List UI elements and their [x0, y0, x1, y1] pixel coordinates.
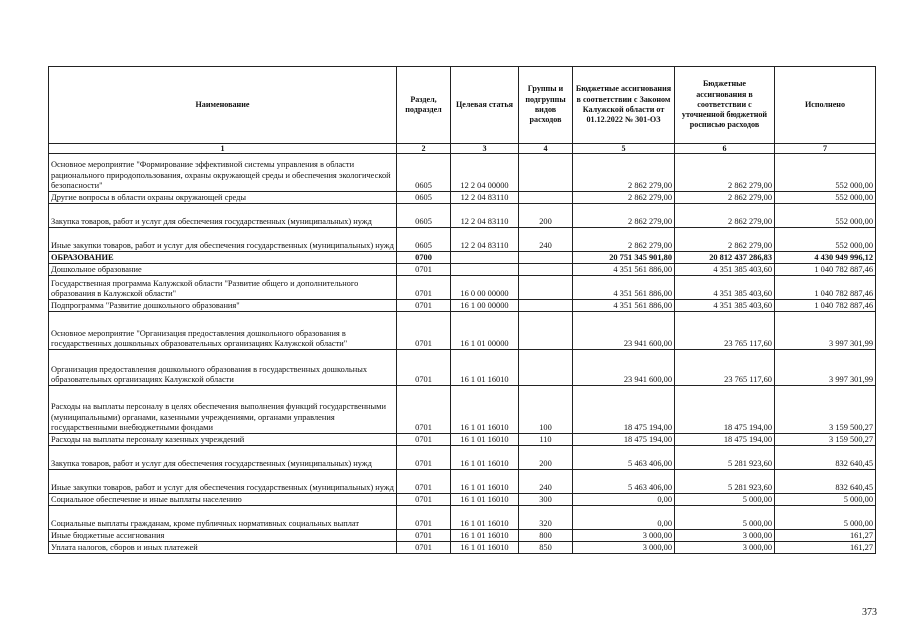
header-row	[49, 67, 876, 144]
cell-target-article: 16 1 01 00000	[451, 312, 519, 350]
cell-section: 0605	[397, 154, 451, 192]
cell-refined-allocation: 2 862 279,00	[675, 204, 775, 228]
cell-refined-allocation: 18 475 194,00	[675, 386, 775, 434]
cell-name: Уплата налогов, сборов и иных платежей	[49, 542, 397, 554]
cell-target-article: 12 2 04 83110	[451, 228, 519, 252]
cell-section: 0605	[397, 204, 451, 228]
table-row	[49, 446, 876, 470]
cell-target-article: 16 1 01 16010	[451, 446, 519, 470]
cell-law-allocation: 18 475 194,00	[573, 434, 675, 446]
cell-refined-allocation: 3 000,00	[675, 530, 775, 542]
cell-expense-group: 300	[519, 494, 573, 506]
cell-executed: 832 640,45	[775, 446, 876, 470]
cell-expense-group: 240	[519, 228, 573, 252]
cell-executed: 1 040 782 887,46	[775, 264, 876, 276]
table-row	[49, 204, 876, 228]
cell-target-article: 12 2 04 83110	[451, 192, 519, 204]
cell-executed: 1 040 782 887,46	[775, 276, 876, 300]
cell-law-allocation: 4 351 561 886,00	[573, 264, 675, 276]
cell-section: 0701	[397, 470, 451, 494]
cell-target-article: 16 1 01 16010	[451, 530, 519, 542]
cell-law-allocation: 18 475 194,00	[573, 386, 675, 434]
header-section: Раздел, подраздел	[397, 67, 451, 144]
cell-law-allocation: 20 751 345 901,80	[573, 252, 675, 264]
cell-executed: 5 000,00	[775, 506, 876, 530]
cell-executed: 552 000,00	[775, 154, 876, 192]
cell-expense-group	[519, 154, 573, 192]
cell-executed: 161,27	[775, 542, 876, 554]
cell-name: Иные закупки товаров, работ и услуг для обеспечения государственных (муниципальных) нужд	[49, 228, 397, 252]
cell-section: 0701	[397, 350, 451, 386]
table-row	[49, 494, 876, 506]
cell-expense-group	[519, 252, 573, 264]
cell-law-allocation: 4 351 561 886,00	[573, 276, 675, 300]
cell-law-allocation: 2 862 279,00	[573, 192, 675, 204]
cell-executed: 552 000,00	[775, 192, 876, 204]
cell-executed: 3 159 500,27	[775, 434, 876, 446]
cell-executed: 1 040 782 887,46	[775, 300, 876, 312]
cell-law-allocation: 3 000,00	[573, 530, 675, 542]
cell-name: Дошкольное образование	[49, 264, 397, 276]
header-number: 2	[397, 144, 451, 154]
cell-refined-allocation: 2 862 279,00	[675, 228, 775, 252]
table-row	[49, 386, 876, 434]
table-row	[49, 276, 876, 300]
table-row	[49, 252, 876, 264]
cell-expense-group: 240	[519, 470, 573, 494]
table-row	[49, 542, 876, 554]
cell-expense-group: 850	[519, 542, 573, 554]
table-row	[49, 264, 876, 276]
table-row	[49, 300, 876, 312]
cell-name: Иные бюджетные ассигнования	[49, 530, 397, 542]
table-row	[49, 434, 876, 446]
header-number-row	[49, 144, 876, 154]
header-executed: Исполнено	[775, 67, 876, 144]
cell-refined-allocation: 2 862 279,00	[675, 192, 775, 204]
header-number: 5	[573, 144, 675, 154]
cell-name: Закупка товаров, работ и услуг для обеспечения государственных (муниципальных) нужд	[49, 204, 397, 228]
table-row	[49, 470, 876, 494]
cell-section: 0701	[397, 446, 451, 470]
cell-expense-group	[519, 192, 573, 204]
cell-expense-group: 320	[519, 506, 573, 530]
header-expense-group: Группы и подгруппы видов расходов	[519, 67, 573, 144]
cell-name: Основное мероприятие "Формирование эффективной системы управления в области рационального природопользования, охраны окружающей среды и обеспечения экологической безопасности"	[49, 154, 397, 192]
cell-name: Расходы на выплаты персоналу казенных учреждений	[49, 434, 397, 446]
cell-expense-group: 110	[519, 434, 573, 446]
cell-target-article: 12 2 04 00000	[451, 154, 519, 192]
cell-expense-group: 100	[519, 386, 573, 434]
header-target-article: Целевая статья	[451, 67, 519, 144]
cell-refined-allocation: 5 000,00	[675, 494, 775, 506]
cell-section: 0701	[397, 494, 451, 506]
cell-section: 0701	[397, 530, 451, 542]
cell-executed: 4 430 949 996,12	[775, 252, 876, 264]
cell-refined-allocation: 23 765 117,60	[675, 350, 775, 386]
table-body	[49, 154, 876, 554]
cell-executed: 832 640,45	[775, 470, 876, 494]
header-number: 4	[519, 144, 573, 154]
cell-executed: 3 997 301,99	[775, 312, 876, 350]
cell-target-article: 16 0 00 00000	[451, 276, 519, 300]
cell-name: Социальные выплаты гражданам, кроме публичных нормативных социальных выплат	[49, 506, 397, 530]
cell-expense-group	[519, 276, 573, 300]
cell-name: Иные закупки товаров, работ и услуг для обеспечения государственных (муниципальных) нужд	[49, 470, 397, 494]
cell-expense-group: 800	[519, 530, 573, 542]
table-row	[49, 154, 876, 192]
cell-section: 0701	[397, 542, 451, 554]
cell-section: 0701	[397, 506, 451, 530]
cell-target-article: 16 1 01 16010	[451, 542, 519, 554]
cell-name: Закупка товаров, работ и услуг для обеспечения государственных (муниципальных) нужд	[49, 446, 397, 470]
cell-law-allocation: 23 941 600,00	[573, 312, 675, 350]
header-refined-allocations: Бюджетные ассигнования в соответствии с уточненной бюджетной росписью расходов	[675, 67, 775, 144]
cell-law-allocation: 5 463 406,00	[573, 470, 675, 494]
cell-refined-allocation: 3 000,00	[675, 542, 775, 554]
cell-expense-group	[519, 350, 573, 386]
cell-executed: 3 997 301,99	[775, 350, 876, 386]
cell-law-allocation: 2 862 279,00	[573, 228, 675, 252]
cell-executed: 3 159 500,27	[775, 386, 876, 434]
cell-expense-group: 200	[519, 446, 573, 470]
cell-section: 0701	[397, 300, 451, 312]
table-row	[49, 228, 876, 252]
cell-law-allocation: 2 862 279,00	[573, 154, 675, 192]
cell-target-article: 16 1 01 16010	[451, 434, 519, 446]
cell-law-allocation: 0,00	[573, 494, 675, 506]
cell-refined-allocation: 2 862 279,00	[675, 154, 775, 192]
cell-name: Подпрограмма "Развитие дошкольного образования"	[49, 300, 397, 312]
header-name: Наименование	[49, 67, 397, 144]
cell-section: 0605	[397, 192, 451, 204]
cell-section: 0701	[397, 386, 451, 434]
header-law-allocations: Бюджетные ассигнования в соответствии с Законом Калужской области от 01.12.2022 № 301-ОЗ	[573, 67, 675, 144]
cell-name: Основное мероприятие "Организация предоставления дошкольного образования в государственных дошкольных образовательных организациях Калужской области"	[49, 312, 397, 350]
cell-executed: 5 000,00	[775, 494, 876, 506]
cell-executed: 161,27	[775, 530, 876, 542]
cell-law-allocation: 2 862 279,00	[573, 204, 675, 228]
cell-target-article: 16 1 01 16010	[451, 506, 519, 530]
cell-name: Организация предоставления дошкольного образования в государственных дошкольных образовательных организациях Калужской области	[49, 350, 397, 386]
cell-law-allocation: 0,00	[573, 506, 675, 530]
cell-refined-allocation: 4 351 385 403,60	[675, 276, 775, 300]
cell-section: 0700	[397, 252, 451, 264]
cell-law-allocation: 3 000,00	[573, 542, 675, 554]
cell-refined-allocation: 4 351 385 403,60	[675, 300, 775, 312]
table-row	[49, 530, 876, 542]
page-number: 373	[862, 607, 877, 618]
cell-refined-allocation: 20 812 437 286,83	[675, 252, 775, 264]
cell-section: 0701	[397, 264, 451, 276]
cell-executed: 552 000,00	[775, 228, 876, 252]
cell-executed: 552 000,00	[775, 204, 876, 228]
cell-refined-allocation: 18 475 194,00	[675, 434, 775, 446]
cell-target-article: 12 2 04 83110	[451, 204, 519, 228]
cell-expense-group	[519, 264, 573, 276]
cell-refined-allocation: 4 351 385 403,60	[675, 264, 775, 276]
table-row	[49, 312, 876, 350]
cell-target-article	[451, 264, 519, 276]
cell-section: 0701	[397, 312, 451, 350]
cell-section: 0701	[397, 434, 451, 446]
cell-refined-allocation: 5 000,00	[675, 506, 775, 530]
table-row	[49, 350, 876, 386]
cell-target-article: 16 1 01 16010	[451, 470, 519, 494]
table-row	[49, 192, 876, 204]
table-row	[49, 506, 876, 530]
cell-target-article: 16 1 01 16010	[451, 386, 519, 434]
cell-section: 0605	[397, 228, 451, 252]
cell-refined-allocation: 5 281 923,60	[675, 446, 775, 470]
cell-law-allocation: 4 351 561 886,00	[573, 300, 675, 312]
cell-name: ОБРАЗОВАНИЕ	[49, 252, 397, 264]
cell-law-allocation: 23 941 600,00	[573, 350, 675, 386]
cell-target-article: 16 1 00 00000	[451, 300, 519, 312]
cell-expense-group: 200	[519, 204, 573, 228]
cell-target-article: 16 1 01 16010	[451, 494, 519, 506]
cell-expense-group	[519, 300, 573, 312]
header-number: 3	[451, 144, 519, 154]
cell-name: Другие вопросы в области охраны окружающей среды	[49, 192, 397, 204]
header-number: 6	[675, 144, 775, 154]
cell-expense-group	[519, 312, 573, 350]
header-number: 1	[49, 144, 397, 154]
cell-name: Расходы на выплаты персоналу в целях обеспечения выполнения функций государственными (муниципальными) органами, казенными учреждениями, органами управления государственными внебюджетными фондами	[49, 386, 397, 434]
cell-target-article: 16 1 01 16010	[451, 350, 519, 386]
cell-name: Социальное обеспечение и иные выплаты населению	[49, 494, 397, 506]
cell-target-article	[451, 252, 519, 264]
cell-name: Государственная программа Калужской области "Развитие общего и дополнительного образования в Калужской области"	[49, 276, 397, 300]
cell-law-allocation: 5 463 406,00	[573, 446, 675, 470]
cell-refined-allocation: 23 765 117,60	[675, 312, 775, 350]
cell-section: 0701	[397, 276, 451, 300]
header-number: 7	[775, 144, 876, 154]
budget-execution-table	[48, 66, 876, 554]
cell-refined-allocation: 5 281 923,60	[675, 470, 775, 494]
